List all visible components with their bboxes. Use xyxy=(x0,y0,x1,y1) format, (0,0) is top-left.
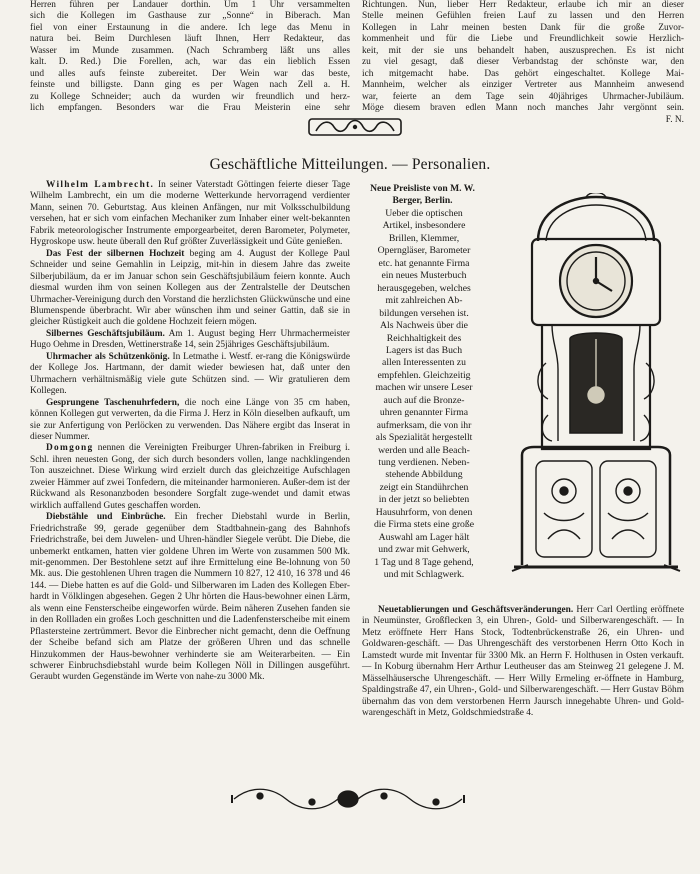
price-list-line: allen Interessenten zu xyxy=(382,357,466,369)
continued-text-left xyxy=(30,0,350,115)
price-list-line: bildungen versehen ist. xyxy=(379,307,469,319)
price-list-line: mit zahlreichen Ab- xyxy=(385,295,463,307)
grandfather-clock-illustration xyxy=(508,193,684,575)
ornament-divider-top xyxy=(308,117,402,137)
price-list-line: die Firma stets eine große xyxy=(373,519,475,531)
price-list-line: und mit Schlagwerk. xyxy=(383,569,465,581)
price-list-line: Ueber die optischen xyxy=(385,208,463,219)
item-silver-wedding: Das Fest der silbernen Hochzeit beging am 4. August der Kollege Paul Schneider und seine Gemahlin in Leipzig, mit-hin in diesem Jahre das zweite Silberjubiläum, da er im Januar schon sein Geschäftsjubiläum feiern konnte. Auch diesmal wurden ihm von seinen Kollegen aus der Zentralstelle der Deutschen Uhrmacher-Vereinigung durch den Vorstand die herzlichsten Glückwünsche und eine Blumenspende überbracht. Wir aber wünschen ihm und seiner Gattin, daß sie in gleicher Rüstigkeit auch die goldene Hochzeit feiern mögen. xyxy=(30,248,350,328)
price-list-line: machen wir unsere Leser xyxy=(375,382,473,394)
continued-text-left-line: zu Kollege Schneider; auch da wurden wir freundlich und herz- xyxy=(30,91,350,102)
continued-text-right-line: Möge diesem braven edlen Mann noch manches Jahr vergönnt sein. xyxy=(362,103,684,114)
item-thefts: Diebstähle und Einbrüche. Ein frecher Diebstahl wurde in Berlin, Friedrichstraße 99, gerade gegenüber dem Stadtbahnein-gang des Bahnhofs Friedrichstraße, bei dem Juwelen- und Uhren-händler Siegele verübt. Die Diebe, die unbemerkt entkamen, hatten vier goldene Uhren im Werte von zusammen 500 Mk. mit-genommen. Der Bestohlene setzt auf ihre Ermittelung eine Be-lohnung von 50 Mk. aus. Die gestohlenen Uhren tragen die Nummern 10 827, 12 410, 16 378 und 46 144. — Diebe hatten es auf die Gold- und Silberwaren im Laden des Kollegen Eber-hardt in Völklingen abgesehen. Gegen 2 Uhr hörten die Haus-bewohner einen Lärm, als wenn eine Fensterscheibe eingeworfen würde. Beim näheren Zusehen fanden sie in den Rollladen ein großes Loch geschnitten und die Ladenfensterscheibe mit einem Pflastersteine zertrümmert. Bevor die Einbrecher nicht gemacht, denn die Oeffnung der Scheibe befand sich am Platze der größeren Uhren und das schnelle Hinzukommen der Haus-bewohner verhinderte sie am Weiterarbeiten. — Ein schwerer Einbruchsdiebstahl wurde beim Kollegen Nöll in Dillingen ausgeführt. Geraubt wurden Gegenstände im Werte von nahe-zu 3000 Mk. xyxy=(30,512,350,683)
continued-text-left-line: feinste und billigste. Dann ging es per Wagen nach Zell a. H. xyxy=(30,80,350,91)
item-new-businesses: Neuetablierungen und Geschäftsveränderungen. Herr Carl Oertling eröffnete in Neumünster, Großflecken 3, ein Uhren-, Gold- und Silberwarengeschäft. — In Metz eröffnete Herr Hans Stock, Todtenbrückenstraße 26, ein Uhren- und Goldwaren-geschäft. — Das Uhrengeschäft des verstorbenen Herrn Otto Koch in Lamstedt wurde mit Inventar für 3300 Mk. an Herrn F. Holthusen in Osten verkauft. — In Koburg übernahm Herr Arthur Leutheuser das am Steinweg 21 gelegene J. M. Mässelhäusersche Uhrengeschäft. — Herr Willy Ermeling er-öffnete in Hamburg, Spaldingstraße 47, ein Uhren-, Gold- und Silberwarengeschäft. — Herr Gustav Böhm übernahm das von dem verstorbenen Herrn Jaursch innegehabte Uhren- und Gold-warengeschäft in Metz, Goldschmiedstraße 4. xyxy=(362,605,684,719)
continued-text-right xyxy=(362,0,684,126)
continued-text-right-line: keit, mit der sie uns behandelt haben, auszusprechen. Es ist nicht xyxy=(362,45,684,56)
price-list-line: empfehlen. Gleichzeitig xyxy=(377,369,471,381)
price-list-line: als Spezialität hergestellt xyxy=(375,432,473,444)
price-list-line: tung verdienen. Neben- xyxy=(378,457,470,468)
price-list-line: Operngläser, Barometer xyxy=(377,245,471,257)
continued-text-right-line: Kollegen in Lahr meinen besten Dank für die große Zuvor- xyxy=(362,22,684,33)
price-list-line: und zwar mit Gehwerk, xyxy=(378,544,470,556)
price-list-line: zeigt ein Standührchen xyxy=(379,481,469,493)
price-list-line: ein neues Musterbuch xyxy=(381,270,467,282)
continued-text-right-line: Richtungen. Nun, lieber Herr Redakteur, erlaube ich mir an dieser xyxy=(362,0,684,10)
continued-text-left-line: kalt. D. Red.) Die Forellen, ach, war das ein lieblich Essen xyxy=(30,57,350,68)
news-column-left xyxy=(30,180,350,684)
continued-text-left-line: sich die Kollegen im Gasthause zur „Sonne“ in Biberach. Man xyxy=(30,11,350,22)
continued-text-right-line: ich mitgemacht habe. Das gehört eingeschaltet. Kollege Mai- xyxy=(362,68,684,79)
price-list-title: Neue Preisliste von M. W. Berger, Berlin. xyxy=(370,183,475,206)
price-list-line: etc. hat genannte Firma xyxy=(378,257,470,269)
item-shooting-king: Uhrmacher als Schützenkönig. In Letmathe i. Westf. er-rang die Königswürde der Kollege Jos. Hartmann, der damit wieder bewiesen hat, daß unter den Uhrmachern verhältnismäßig viele gute Schützen sind. — Wir gratulieren dem Kollegen. xyxy=(30,351,351,397)
continued-text-left-line: und alles aufs feinste zubereitet. Der Wein war das beste, xyxy=(30,68,350,79)
price-list-line: in der jetzt so beliebten xyxy=(378,494,470,506)
item-domgong: Domgong nennen die Vereinigten Freiburger Uhren-fabriken in Freiburg i. Schl. ihren neuesten Gong, der sich durch besonders vollen, lange nachklingenden Ton auszeichnet. Diese Wirkung wird erzielt durch das gleichzeitige Aufschlagen zweier Hämmer auf zwei Tonfedern, die miteinander harmonieren. Außer-dem ist der Rückwand als Resonanzboden besondere Sorgfalt zuge-wendet und damit etwas wirklich auffallend Gutes geschaffen worden. xyxy=(30,443,350,511)
section-heading: Geschäftliche Mitteilungen. — Personalien. xyxy=(209,156,491,173)
price-list-line: herausgegeben, welches xyxy=(377,282,471,294)
continued-text-right-line: Stelle meinen Gefühlen freien Lauf zu lassen und den Herren xyxy=(362,11,684,22)
continued-text-left-line: fiel von einer Erstaunung in die andere. Ich lege das Menu in xyxy=(30,22,350,33)
ornament-divider-bottom xyxy=(230,786,466,812)
price-list-line: auch auf die Bronze- xyxy=(383,394,465,406)
price-list-line: uhren genannter Firma xyxy=(379,407,469,419)
price-list-line: aufmerksam, die von ihr xyxy=(376,419,472,431)
price-list-line: stehende Abbildung xyxy=(385,469,463,481)
continued-text-right-line: Mannheim, welcher als einziger Vertreter aus Mannheim anwesend xyxy=(362,80,684,91)
continued-text-left-line: Herren führen per Landauer dorthin. Um 1 Uhr versammelten xyxy=(30,0,350,10)
price-list-line: Reichhaltigkeit des xyxy=(386,332,462,344)
price-list-line: Artikel, insbesondere xyxy=(382,220,466,232)
price-list-line: Hausuhrform, von denen xyxy=(375,506,473,518)
item-business-jubilee: Silbernes Geschäftsjubiläum. Am 1. August beging Herr Uhrmachermeister Hugo Oehme in Dresden, Wettinerstraße 14, sein 25jähriges Geschäftsjubiläum. xyxy=(30,328,350,351)
continued-text-right-line: kommenheit und für die Liebe und Freundlichkeit sowie Herzlich- xyxy=(362,34,684,45)
continued-text-right-line: zu viel gesagt, daß dieser Verbandstag der schönste war, den xyxy=(362,57,684,68)
price-list-line: Als Nachweis über die xyxy=(380,320,468,332)
price-list-line: Lagers ist das Buch xyxy=(385,344,463,356)
item-mainsprings: Gesprungene Taschenuhrfedern, die noch eine Länge von 35 cm haben, können Kollegen gut verwerten, da die Firma J. Herz in Köln dieselben aufkauft, um sie zur Anfertigung von Perlöcken zu verwenden. Das Nähere ergibt das Inserat in dieser Nummer. xyxy=(30,397,350,442)
price-list-line: 1 Tag und 8 Tage gehend, xyxy=(374,556,474,568)
price-list-line: werden und alle Beach- xyxy=(378,444,470,456)
continued-text-left-line: Wasser im Munde zusammen. (Nach Schramberg läßt uns alles xyxy=(30,45,350,56)
author-signature: F. N. xyxy=(665,114,684,125)
item-lambrecht: Wilhelm Lambrecht. In seiner Vaterstadt Göttingen feierte dieser Tage Wilhelm Lambrecht, ein um die moderne Wetterkunde hervorragend verdienter Mann, seinen 70. Geburtstag. Aus kleinen Anfängen, nur mit Volksschulbildung versehen, hat er sich vom einfachen Mechaniker zum Inhaber einer welt-bekannten Fabrik meteorologischer Instrumente emporgearbeitet, deren Barometer, Polymeter, Hygroskope usw. heute überall den Ruf größter Zuverlässigkeit und Güte genießen. xyxy=(30,180,350,248)
price-list-line: Auswahl am Lager hält xyxy=(378,531,470,543)
continued-text-left-line: natura bei. Beim Durchlesen läuft Ihnen, Herr Redakteur, das xyxy=(30,34,350,45)
continued-text-left-line: lich empfangen. Besonders war die Frau Meisterin eine sehr xyxy=(30,103,350,114)
news-column-right-bottom xyxy=(362,605,684,720)
price-list-line: Brillen, Klemmer, xyxy=(388,232,460,244)
continued-text-right-line: war, feierte an dem Tage sein 40jähriges Uhrmacher-Jubiläum. xyxy=(362,91,684,102)
